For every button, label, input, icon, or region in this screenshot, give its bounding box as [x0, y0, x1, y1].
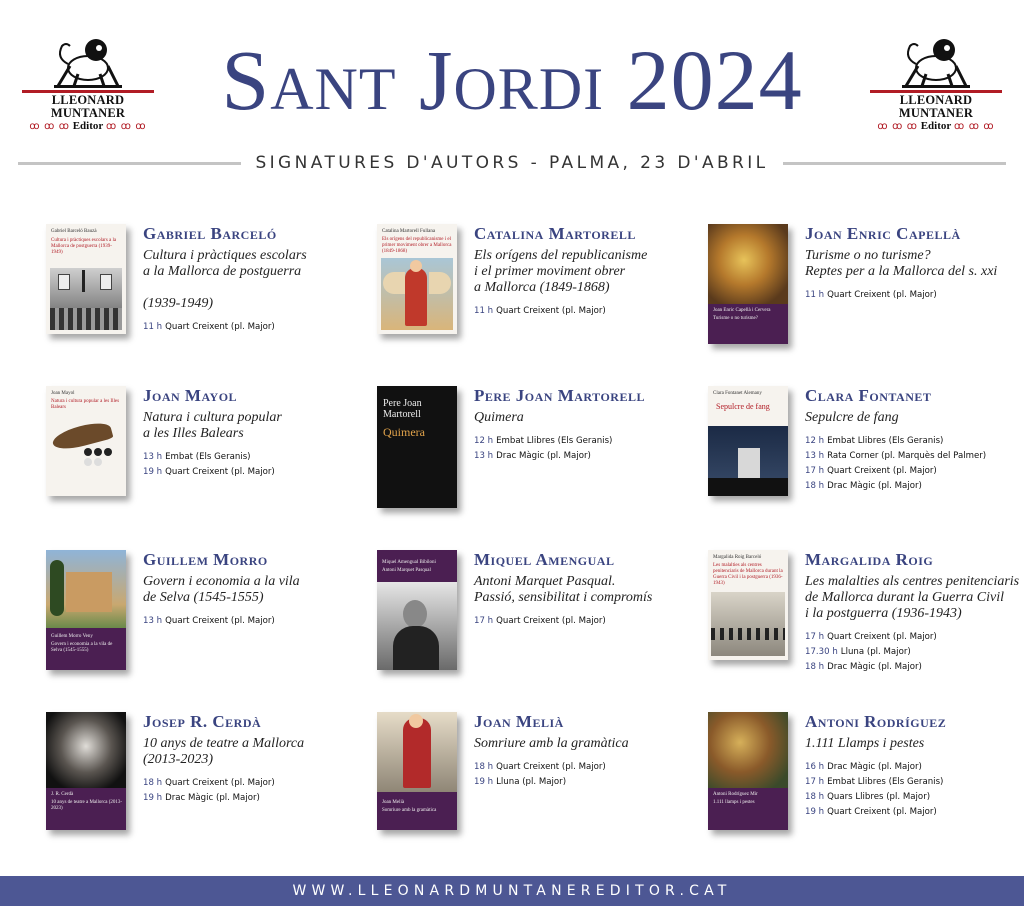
session-place: Quart Creixent (pl. Major) [827, 632, 937, 642]
session-time: 16 h [805, 762, 825, 772]
session-place: Drac Màgic (pl. Major) [827, 481, 922, 491]
cover-title: Els orígens del republicanisme i el primer moviment obrer a Mallorca (1849-1868) [382, 237, 452, 254]
cover-illustration [377, 712, 457, 792]
author-entry [377, 550, 697, 700]
session-place: Quart Creixent (pl. Major) [165, 616, 275, 626]
session-place: Drac Màgic (pl. Major) [827, 662, 922, 672]
cover-author: J. R. Cerdà [51, 792, 74, 797]
cover-photo [711, 592, 785, 656]
session-place: Quars Llibres (pl. Major) [827, 792, 931, 802]
signing-session [474, 449, 699, 464]
session-time: 18 h [805, 481, 825, 491]
brand-name: LLEONARD MUNTANER [898, 93, 974, 120]
session-time: 13 h [474, 451, 494, 461]
cover-bird [50, 419, 113, 454]
cover-painting [708, 224, 788, 304]
cover-title: Antoni Marquet Pasqual [382, 568, 431, 573]
cover-author: Miquel Amengual Bibiloni [382, 560, 436, 565]
ornament: ꝏ ꝏ ꝏ [29, 121, 70, 132]
signing-session [474, 434, 699, 449]
session-place: Drac Màgic (pl. Major) [827, 762, 922, 772]
book-cover [46, 224, 126, 334]
page-title: Sant Jordi 2024 [221, 32, 803, 128]
cover-title: 1.111 llamps i pestes [713, 800, 755, 805]
cover-title: Natura i cultura popular a les Illes Balears [51, 399, 120, 410]
signing-session [474, 304, 699, 319]
signing-sessions [474, 760, 699, 790]
book-title: Govern i economia a la vila de Selva (1545-1555) [143, 574, 300, 605]
lion-icon [48, 28, 128, 88]
signing-session [805, 464, 1024, 479]
signing-session [805, 630, 1024, 645]
ornament: ꝏ ꝏ ꝏ [877, 121, 918, 132]
ornament: ꝏ ꝏ ꝏ [106, 121, 147, 132]
signing-session [143, 465, 368, 480]
book-title: Cultura i pràctiques escolars a la Mallorca de postguerra (1939-1949) [143, 248, 307, 311]
signing-session [805, 479, 1024, 494]
session-time: 13 h [143, 616, 163, 626]
session-place: Lluna (pl. Major) [840, 647, 911, 657]
signing-session [143, 614, 368, 629]
author-entry [46, 386, 366, 536]
cover-title: Sepulcre de fang [716, 402, 770, 411]
session-time: 13 h [143, 452, 163, 462]
author-name: Gabriel Barceló [143, 224, 277, 243]
session-place: Quart Creixent (pl. Major) [165, 778, 275, 788]
brand-sub: Editor [920, 120, 952, 132]
signing-sessions [805, 630, 1024, 675]
book-title: 1.111 Llamps i pestes [805, 736, 925, 751]
cover-author: Gabriel Barceló Bauzà [51, 229, 97, 234]
cover-title: Cultura i pràctiques escolars a la Mallorca de postguerra (1939-1949) [51, 238, 117, 255]
cover-author: Joan Melià [382, 800, 405, 805]
session-time: 19 h [805, 807, 825, 817]
author-entry [377, 224, 697, 374]
book-cover [46, 386, 126, 496]
signing-sessions [474, 434, 699, 464]
cover-title: Govern i economia a la vila de Selva (1545-1555) [51, 642, 113, 653]
session-time: 19 h [474, 777, 494, 787]
book-cover [46, 550, 126, 670]
author-name: Miquel Amengual [474, 550, 615, 569]
author-entry [46, 712, 366, 862]
session-time: 17.30 h [805, 647, 838, 657]
session-time: 17 h [805, 777, 825, 787]
session-place: Drac Màgic (pl. Major) [165, 793, 260, 803]
author-entry [708, 550, 1024, 700]
author-entry [708, 224, 1024, 374]
author-name: Guillem Morro [143, 550, 268, 569]
session-time: 12 h [805, 436, 825, 446]
book-cover [708, 712, 788, 830]
book-cover [708, 386, 788, 496]
session-time: 12 h [474, 436, 494, 446]
session-place: Lluna (pl. Major) [496, 777, 567, 787]
signing-sessions [143, 614, 368, 629]
signing-sessions [805, 434, 1024, 494]
signing-sessions [474, 614, 699, 629]
book-cover [377, 224, 457, 334]
book-title: Les malalties als centres penitenciaris de Mallorca durant la Guerra Civil i la postguerra (1936-1943) [805, 574, 1020, 621]
session-place: Rata Corner (pl. Marquès del Palmer) [827, 451, 987, 461]
author-name: Josep R. Cerdà [143, 712, 262, 731]
signing-session [474, 775, 699, 790]
website-footer[interactable]: WWW.LLEONARDMUNTANEREDITOR.CAT [0, 876, 1024, 906]
session-place: Embat Llibres (Els Geranis) [827, 777, 944, 787]
signing-sessions [805, 760, 1024, 820]
cover-author: Antoni Rodríguez Mir [713, 792, 758, 797]
book-title: 10 anys de teatre a Mallorca (2013-2023) [143, 736, 305, 767]
signing-sessions [143, 450, 368, 480]
author-entry [377, 712, 697, 862]
session-place: Embat (Els Geranis) [165, 452, 251, 462]
publisher-logo-left [18, 28, 158, 133]
signing-session [143, 791, 368, 806]
book-cover [708, 550, 788, 660]
cover-photo [708, 426, 788, 496]
book-title: Quimera [474, 410, 524, 425]
author-name: Joan Enric Capellà [805, 224, 961, 243]
brand-sub: Editor [72, 120, 104, 132]
signing-session [805, 645, 1024, 660]
session-place: Quart Creixent (pl. Major) [165, 467, 275, 477]
book-cover [377, 712, 457, 830]
signing-session [805, 434, 1024, 449]
cover-photo [46, 550, 126, 628]
page-subtitle: SIGNATURES D'AUTORS - PALMA, 23 D'ABRIL [255, 153, 769, 173]
session-place: Quart Creixent (pl. Major) [496, 762, 606, 772]
cover-author: Clara Fontanet Alemany [713, 391, 762, 396]
cover-author: Guillem Morro Veny [51, 634, 93, 639]
cover-photo [46, 712, 126, 788]
cover-title: 10 anys de teatre a Mallorca (2013-2023) [51, 800, 123, 811]
session-place: Quart Creixent (pl. Major) [827, 466, 937, 476]
session-place: Embat Llibres (Els Geranis) [496, 436, 613, 446]
book-title: Sepulcre de fang [805, 410, 899, 425]
signing-sessions [474, 304, 699, 319]
book-title: Turisme o no turisme? Reptes per a la Mallorca del s. xxi [805, 248, 998, 279]
book-cover [708, 224, 788, 344]
author-name: Margalida Roig [805, 550, 934, 569]
session-time: 19 h [143, 467, 163, 477]
signing-session [474, 760, 699, 775]
cover-author: Joan Mayol [51, 391, 75, 396]
session-place: Quart Creixent (pl. Major) [496, 616, 606, 626]
session-place: Quart Creixent (pl. Major) [827, 807, 937, 817]
publisher-logo-right [866, 28, 1006, 133]
author-entry [46, 550, 366, 700]
book-title: Natura i cultura popular a les Illes Balears [143, 410, 282, 441]
session-time: 17 h [805, 632, 825, 642]
cover-painting [708, 712, 788, 788]
author-name: Joan Mayol [143, 386, 238, 405]
cover-illustration [381, 258, 453, 330]
book-title: Els orígens del republicanisme i el primer moviment obrer a Mallorca (1849-1868) [474, 248, 648, 295]
signing-session [805, 760, 1024, 775]
cover-title: Somriure amb la gramàtica [382, 808, 437, 813]
signing-session [474, 614, 699, 629]
author-name: Joan Melià [474, 712, 564, 731]
signing-session [805, 805, 1024, 820]
author-entry [708, 386, 1024, 536]
divider [18, 162, 241, 165]
session-time: 13 h [805, 451, 825, 461]
session-time: 17 h [805, 466, 825, 476]
session-time: 18 h [805, 792, 825, 802]
signing-session [805, 790, 1024, 805]
signing-session [805, 775, 1024, 790]
session-place: Quart Creixent (pl. Major) [165, 322, 275, 332]
author-name: Clara Fontanet [805, 386, 932, 405]
signing-sessions [143, 776, 368, 806]
signing-session [143, 450, 368, 465]
cover-photo [377, 582, 457, 670]
book-cover [377, 386, 457, 508]
author-entry [377, 386, 697, 536]
cover-title: Quimera [383, 425, 425, 439]
brand-name: LLEONARD MUNTANER [50, 93, 126, 120]
session-place: Drac Màgic (pl. Major) [496, 451, 591, 461]
lion-icon [896, 28, 976, 88]
session-time: 17 h [474, 616, 494, 626]
cover-author: Pere Joan Martorell [383, 398, 422, 420]
session-time: 11 h [474, 306, 494, 316]
session-place: Quart Creixent (pl. Major) [827, 290, 937, 300]
cover-author: Joan Enric Capellà i Cervera [713, 308, 771, 313]
session-time: 18 h [805, 662, 825, 672]
signing-session [143, 776, 368, 791]
ornament: ꝏ ꝏ ꝏ [954, 121, 995, 132]
session-time: 11 h [805, 290, 825, 300]
cover-title: Les malalties als centres penitenciaris de Mallorca durant la Guerra Civil i la postguerra (1936-1943) [713, 563, 783, 586]
signing-session [805, 288, 1024, 303]
session-place: Quart Creixent (pl. Major) [496, 306, 606, 316]
author-name: Catalina Martorell [474, 224, 636, 243]
author-entry [708, 712, 1024, 862]
session-place: Embat Llibres (Els Geranis) [827, 436, 944, 446]
signing-session [805, 660, 1024, 675]
cover-author: Margalida Roig Barceló [713, 555, 762, 560]
signing-sessions [805, 288, 1024, 303]
book-cover [46, 712, 126, 830]
signing-session [143, 320, 368, 335]
signing-session [805, 449, 1024, 464]
session-time: 11 h [143, 322, 163, 332]
subtitle-row [18, 150, 1006, 176]
session-time: 18 h [143, 778, 163, 788]
book-title: Antoni Marquet Pasqual. Passió, sensibilitat i compromís [474, 574, 653, 605]
book-title: Somriure amb la gramàtica [474, 736, 629, 751]
divider [783, 162, 1006, 165]
session-time: 18 h [474, 762, 494, 772]
author-name: Antoni Rodríguez [805, 712, 947, 731]
signing-sessions [143, 320, 368, 335]
cover-title: Turisme o no turisme? [713, 316, 758, 321]
book-cover [377, 550, 457, 670]
session-time: 19 h [143, 793, 163, 803]
author-name: Pere Joan Martorell [474, 386, 645, 405]
author-entry [46, 224, 366, 374]
cover-author: Catalina Martorell Fullana [382, 229, 436, 234]
cover-photo [50, 268, 122, 330]
